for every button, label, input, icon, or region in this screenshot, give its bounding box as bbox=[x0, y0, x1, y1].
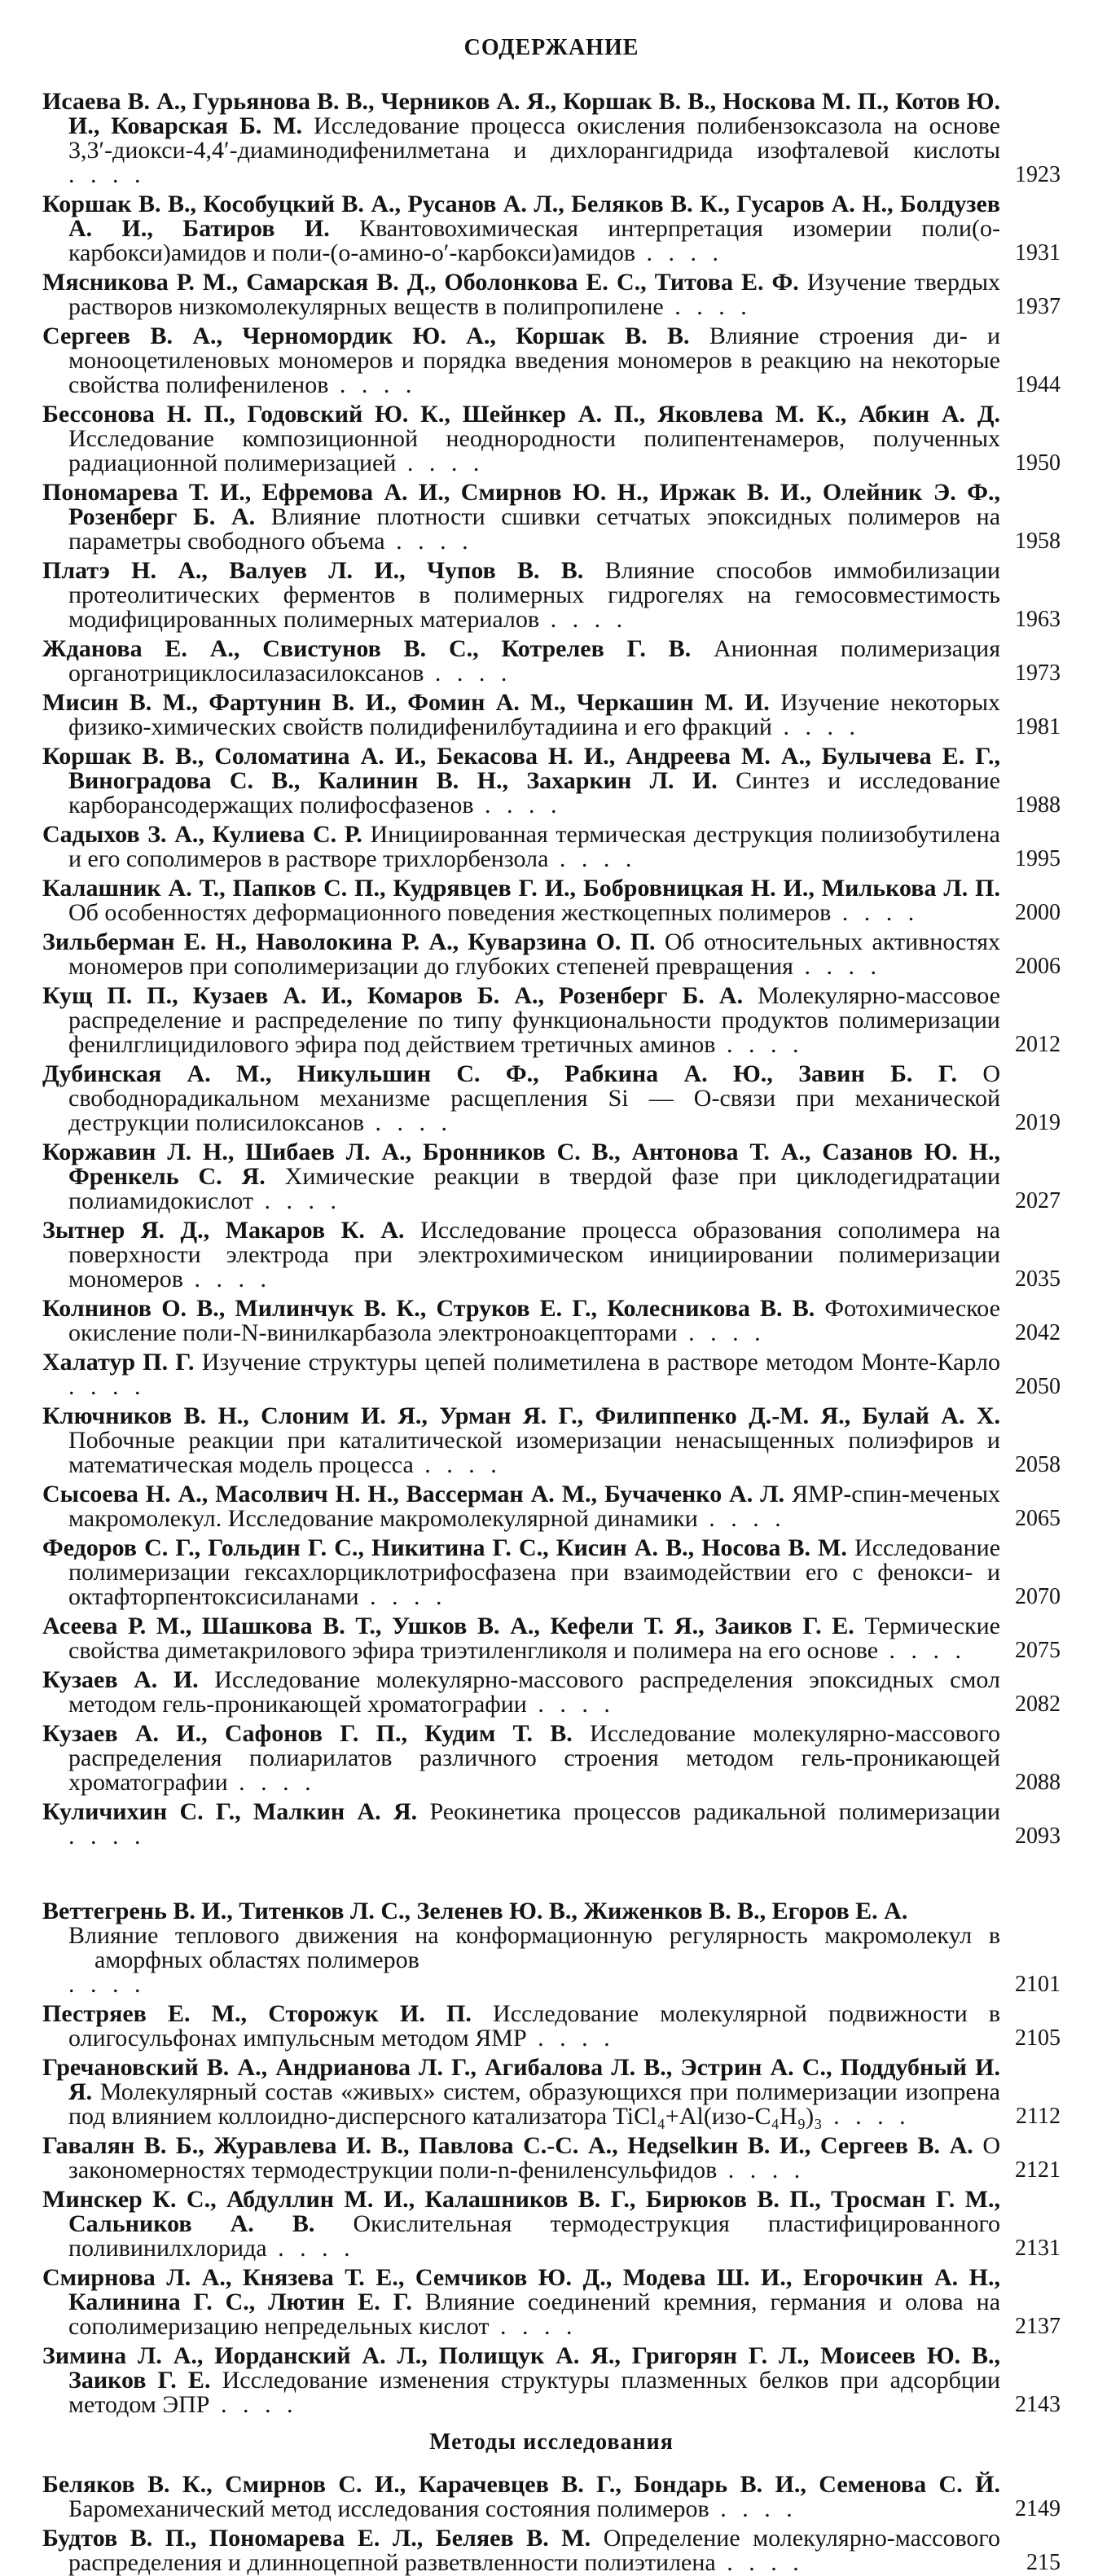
dot-leader: . . . . bbox=[717, 2157, 806, 2183]
entry-text bbox=[42, 192, 1000, 265]
entry-title: Исследование полимеризации гексахлорциклотрифосфазена при взаимодействии его с фенокси- и октафторпентоксисиланами bbox=[68, 1534, 1001, 1610]
entry-title: Окислительная термодеструкция пластифицированного поливинилхлорида bbox=[68, 2210, 1001, 2262]
page-number: 1923 bbox=[1015, 162, 1061, 187]
toc-entry bbox=[42, 90, 1061, 187]
entry-title: Влияние строения ди- и монооцетиленовых мономеров и порядка введения мономеров в реакцию на некоторые свойства полифениленов bbox=[68, 323, 1001, 398]
entry-text bbox=[42, 1800, 1000, 1849]
entry-title: Исследование композиционной неоднородности полипентенамеров, полученных радиационной полимеризацией bbox=[68, 425, 1000, 476]
entry-authors: Зимина Л. А., Иорданский А. Л., Полищук А. Я., Григорян Г. Л., Моисеев Ю. В., Заиков Г. Е. bbox=[42, 2342, 1000, 2394]
entry-title: Квантовохимическая интерпретация изомерии поли(о-карбокси)амидов и поли-(о-амино-о′-карбокси)амидов bbox=[68, 215, 1000, 266]
entry-title: Исследование процесса окисления полибензоксазола на основе 3,3′-диокси-4,4′-диаминодифенилметана и дихлорангидрида изофталевой кислоты bbox=[68, 112, 1000, 164]
toc-entry bbox=[42, 1614, 1061, 1663]
dot-leader: . . . . bbox=[878, 1637, 967, 1664]
entry-title: Влияние соединений кремния, германия и олова на сополимеризацию непредельных кислот bbox=[68, 2289, 1001, 2340]
entry-authors: Асеева Р. М., Шашкова В. Т., Ушков В. А., Кефели Т. Я., Заиков Г. Е. bbox=[42, 1613, 854, 1639]
toc-entry bbox=[42, 1668, 1061, 1717]
dot-leader: . . . . bbox=[822, 2103, 911, 2130]
toc-entry bbox=[42, 930, 1061, 979]
page-number: 1995 bbox=[1015, 846, 1061, 871]
toc-entry bbox=[42, 2134, 1061, 2183]
dot-leader: . . . . bbox=[709, 2495, 797, 2522]
entry-text bbox=[42, 2188, 1000, 2261]
page-number: 2121 bbox=[1015, 2157, 1061, 2183]
entry-authors: Кущ П. П., Кузаев А. И., Комаров Б. А., Розенберг Б. А. bbox=[42, 982, 744, 1009]
entry-title: Исследование молекулярно-массового распределения эпоксидных смол методом гель-проникающей хроматографии bbox=[68, 1666, 1000, 1718]
entry-authors: Будтов В. П., Пономарева Е. Л., Беляев В. М. bbox=[42, 2525, 591, 2552]
entry-title: ЯМР-спин-меченых макромолекул. Исследование макромолекулярной динамики bbox=[68, 1481, 1001, 1532]
toc-entry bbox=[42, 324, 1061, 397]
entry-title: Исследование изменения структуры плазменных белков при адсорбции методом ЭПР bbox=[68, 2367, 1000, 2418]
page-number: 2101 bbox=[1015, 1972, 1061, 1997]
toc-entry bbox=[42, 2526, 1061, 2575]
entry-authors: Мисин В. М., Фартунин В. И., Фомин А. М., Черкашин М. И. bbox=[42, 689, 770, 716]
toc-entry bbox=[42, 1536, 1061, 1609]
entry-authors: Сергеев В. А., Черномордик Ю. А., Коршак В. В. bbox=[42, 323, 690, 349]
entry-title: Побочные реакции при каталитической изомеризации ненасыщенных полиэфиров и математическая модель процесса bbox=[68, 1427, 1000, 1478]
entry-authors: Куличихин С. Г., Малкин А. Я. bbox=[42, 1798, 418, 1825]
entry-text bbox=[42, 2526, 1000, 2575]
entry-title: Синтез и исследование карборансодержащих полифосфазенов bbox=[68, 767, 1000, 818]
entry-text bbox=[42, 2266, 1000, 2339]
methods-list bbox=[42, 2473, 1061, 2575]
toc-entry bbox=[42, 2266, 1061, 2339]
entry-authors: Зильберман Е. Н., Наволокина Р. А., Куварзина О. П. bbox=[42, 928, 656, 955]
toc-entry bbox=[42, 691, 1061, 739]
dot-leader: . . . . bbox=[413, 1451, 502, 1478]
toc-entry bbox=[42, 1297, 1061, 1345]
entry-title: Анионная полимеризация органотрициклосилазасилоксанов bbox=[68, 635, 1000, 687]
page-number: 2000 bbox=[1015, 900, 1061, 925]
entry-authors: Кузаев А. И. bbox=[42, 1666, 199, 1693]
page-number: 2105 bbox=[1015, 2025, 1061, 2051]
entry-text bbox=[42, 402, 1000, 476]
dot-leader: . . . . bbox=[182, 1266, 271, 1292]
entry-title: Изучение твердых растворов низкомолекулярных веществ в полипропилене bbox=[68, 269, 1001, 320]
entry-text bbox=[42, 691, 1000, 739]
entry-title: Об относительных активностях мономеров при сополимеризации до глубоких степеней превращения bbox=[68, 928, 1000, 980]
entry-authors: Халатур П. Г. bbox=[42, 1349, 195, 1376]
entry-authors: Колнинов О. В., Милинчук В. К., Струков Е. Г., Колесникова В. В. bbox=[42, 1295, 815, 1322]
toc-entry bbox=[42, 481, 1061, 554]
entry-text bbox=[42, 876, 1000, 925]
page-number: 1973 bbox=[1015, 660, 1061, 686]
entry-text bbox=[42, 823, 1000, 871]
entry-title: Влияние способов иммобилизации протеолитических ферментов в полимерных гидрогелях на гемосовместимость модифицированных полимерных материалов bbox=[68, 557, 1001, 633]
page-number: 1937 bbox=[1015, 294, 1061, 319]
dot-leader: . . . . bbox=[677, 1319, 766, 1346]
entry-authors: Коржавин Л. Н., Шибаев Л. А., Бронников С. В., Антонова Т. А., Сазанов Ю. Н., Френкель С. Я. bbox=[42, 1139, 1000, 1190]
toc-entry bbox=[42, 1722, 1061, 1795]
entry-text bbox=[42, 90, 1000, 187]
entry-authors: Кузаев А. И., Сафонов Г. П., Кудим Т. В. bbox=[42, 1720, 573, 1747]
entry-authors: Жданова Е. А., Свистунов В. С., Котрелев Г. В. bbox=[42, 635, 692, 662]
entry-authors: Зытнер Я. Д., Макаров К. А. bbox=[42, 1217, 405, 1244]
entry-text bbox=[42, 1297, 1000, 1345]
entry-title: Баромеханический метод исследования состояния полимеров bbox=[68, 2495, 709, 2522]
toc-entry bbox=[42, 270, 1061, 319]
dot-leader: . . . . bbox=[68, 1373, 146, 1400]
page-number: 2019 bbox=[1015, 1110, 1061, 1135]
entry-authors: Гречановский В. А., Андрианова Л. Г., Агибалова Л. В., Эстрин А. С., Поддубный И. Я. bbox=[42, 2054, 1000, 2105]
toc-entry bbox=[42, 1482, 1061, 1531]
entry-authors: Садыхов З. А., Кулиева С. Р. bbox=[42, 821, 362, 848]
dot-leader: . . . . bbox=[715, 1031, 804, 1058]
entry-authors: Веттегрень В. И., Титенков Л. С., Зеленев Ю. В., Жиженков В. В., Егоров Е. А. bbox=[42, 1898, 908, 1924]
toc-entry bbox=[42, 2473, 1061, 2521]
dot-leader: . . . . bbox=[358, 1583, 447, 1610]
entry-text bbox=[42, 324, 1000, 397]
toc-entry bbox=[42, 984, 1061, 1057]
entry-authors: Пестряев Е. М., Сторожук И. П. bbox=[42, 2000, 472, 2027]
entry-authors: Сысоева Н. А., Масолвич Н. Н., Вассерман А. М., Бучаченко А. Л. bbox=[42, 1481, 785, 1507]
entry-text bbox=[42, 2002, 1000, 2051]
page-number: 2088 bbox=[1015, 1770, 1061, 1795]
entry-authors: Коршак В. В., Соломатина А. И., Бекасова Н. И., Андреева М. А., Булычева Е. Г., Виноградова С. В., Калинин В. Н., Захаркин Л. И. bbox=[42, 743, 1000, 794]
entry-authors: Ключников В. Н., Слоним И. Я., Урман Я. Г., Филиппенко Д.-М. Я., Булай А. Х. bbox=[42, 1402, 1000, 1429]
section-heading: Методы исследования bbox=[429, 2429, 674, 2455]
entry-text bbox=[42, 1722, 1000, 1795]
entry-text bbox=[42, 2344, 1000, 2417]
entry-authors: Гавалян В. Б., Журавлева И. В., Павлова С.-С. А., Недselkин В. И., Сергеев В. А. bbox=[42, 2132, 973, 2159]
page-number: 2075 bbox=[1015, 1638, 1061, 1663]
toc-entry bbox=[42, 744, 1061, 818]
entry-authors: Дубинская А. М., Никульшин С. Ф., Рабкина А. Ю., Завин Б. Г. bbox=[42, 1060, 957, 1087]
dot-leader: . . . . bbox=[715, 2549, 804, 2576]
dot-leader: . . . . bbox=[227, 1769, 316, 1796]
toc-entry bbox=[42, 2188, 1061, 2261]
entry-title: Об особенностях деформационного поведения жесткоцепных полимеров bbox=[68, 899, 832, 926]
page-number: 2093 bbox=[1015, 1823, 1061, 1849]
entry-title: Молекулярный состав «живых» систем, образующихся при полимеризации изопрена под влиянием коллоидно-дисперсного катализатора TiCl₄+Al(изо-C₄H₉)₃ bbox=[68, 2078, 1000, 2130]
entry-title: Влияние теплового движения на конформационную регулярность макромолекул в аморфных областях полимеров bbox=[68, 1922, 1000, 1973]
entry-title-block bbox=[68, 1924, 1000, 1973]
entry-text bbox=[42, 2056, 1000, 2129]
toc-list bbox=[42, 90, 1061, 2417]
page-number: 2137 bbox=[1015, 2314, 1061, 2339]
entry-title: О свободнорадикальном механизме расщепления Si — О-связи при механической деструкции полисилоксанов bbox=[68, 1060, 1000, 1136]
dot-leader: . . . . bbox=[489, 2313, 578, 2340]
entry-text bbox=[42, 744, 1000, 818]
entry-gap bbox=[42, 1854, 1061, 1899]
toc-entry bbox=[42, 2002, 1061, 2051]
entry-title: О закономерностях термодеструкции поли-n-фениленсульфидов bbox=[68, 2132, 1000, 2183]
page-number: 2070 bbox=[1015, 1584, 1061, 1609]
dot-leader: . . . . bbox=[396, 450, 485, 476]
dot-leader: . . . . bbox=[424, 660, 512, 687]
entry-text bbox=[42, 1614, 1000, 1663]
page-number: 2082 bbox=[1015, 1692, 1061, 1717]
dot-leader: . . . . bbox=[831, 899, 920, 926]
toc-entry bbox=[42, 559, 1061, 632]
entry-text bbox=[42, 984, 1000, 1057]
dot-leader: . . . . bbox=[384, 528, 473, 555]
dot-leader: . . . . bbox=[635, 239, 724, 266]
page-number: 2058 bbox=[1015, 1452, 1061, 1477]
page-number: 1981 bbox=[1015, 714, 1061, 739]
entry-text bbox=[42, 1668, 1000, 1717]
entry-text bbox=[42, 2473, 1000, 2521]
toc-entry bbox=[42, 1350, 1061, 1399]
toc-entry bbox=[42, 1800, 1061, 1849]
toc-entry bbox=[42, 876, 1061, 925]
entry-title: Реокинетика процессов радикальной полимеризации bbox=[429, 1798, 1001, 1825]
page-number: 2027 bbox=[1015, 1188, 1061, 1213]
entry-authors: Платэ Н. А., Валуев Л. И., Чупов В. В. bbox=[42, 557, 584, 584]
entry-text bbox=[42, 559, 1000, 632]
dot-leader: . . . . bbox=[539, 606, 628, 633]
entry-title: Изучение некоторых физико-химических свойств полидифенилбутадиина и его фракций bbox=[68, 689, 1001, 740]
toc-entry bbox=[42, 2344, 1061, 2417]
toc-entry bbox=[42, 192, 1061, 265]
entry-authors: Пономарева Т. И., Ефремова А. И., Смирнов Ю. Н., Иржак В. И., Олейник Э. Ф., Розенберг Б. А. bbox=[42, 479, 1000, 530]
toc-entry bbox=[42, 402, 1061, 476]
page-number: 1931 bbox=[1015, 240, 1061, 265]
dot-leader: . . . . bbox=[253, 1187, 341, 1214]
entry-title: Определение молекулярно-массового распределения и длинноцепной разветвленности полиэтилена bbox=[68, 2525, 1000, 2576]
page-number: 2042 bbox=[1015, 1320, 1061, 1345]
entry-authors: Мясникова Р. М., Самарская В. Д., Оболонкова Е. С., Титова Е. Ф. bbox=[42, 269, 799, 296]
entry-authors: Федоров С. Г., Гольдин Г. С., Никитина Г. С., Кисин А. В., Носова В. М. bbox=[42, 1534, 847, 1561]
entry-text bbox=[42, 1536, 1000, 1609]
page-number: 2035 bbox=[1015, 1266, 1061, 1292]
entry-text bbox=[42, 1404, 1000, 1477]
entry-authors: Смирнова Л. А., Князева Т. Е., Семчиков Ю. Д., Модева Ш. И., Егорочкин А. Н., Калинина Г. С., Лютин Е. Г. bbox=[42, 2264, 1000, 2315]
entry-text bbox=[42, 637, 1000, 686]
dot-leader: . . . . bbox=[697, 1505, 786, 1532]
entry-authors: Бессонова Н. П., Годовский Ю. К., Шейнкер А. П., Яковлева М. К., Абкин А. Д. bbox=[42, 401, 1000, 428]
dot-leader: . . . . bbox=[663, 293, 752, 320]
toc-entry bbox=[42, 1062, 1061, 1135]
toc-entry bbox=[42, 637, 1061, 686]
page-title: СОДЕРЖАНИЕ bbox=[463, 35, 639, 60]
entry-text bbox=[42, 1140, 1000, 1213]
page-number: 2112 bbox=[1016, 2104, 1061, 2129]
dot-leader: . . . . bbox=[526, 1691, 615, 1718]
page-number: 2065 bbox=[1015, 1506, 1061, 1531]
entry-title: Изучение структуры цепей полиметилена в растворе методом Монте-Карло bbox=[201, 1349, 1000, 1376]
entry-title: Влияние плотности сшивки сетчатых эпоксидных полимеров на параметры свободного объема bbox=[68, 503, 1001, 555]
toc-entry bbox=[42, 1404, 1061, 1477]
page-number: 2149 bbox=[1015, 2496, 1061, 2521]
entry-text bbox=[42, 1899, 1000, 1997]
entry-text bbox=[42, 930, 1000, 979]
toc-entry bbox=[42, 1218, 1061, 1292]
entry-title: Химические реакции в твердой фазе при циклодегидратации полиамидокислот bbox=[68, 1163, 1000, 1214]
entry-authors: Минскер К. С., Абдуллин М. И., Калашников В. Г., Бирюков В. П., Тросман Г. М., Сальников А. В. bbox=[42, 2186, 1000, 2237]
page-number: 1988 bbox=[1015, 792, 1061, 818]
page-number: 2131 bbox=[1015, 2236, 1061, 2261]
dot-leader: . . . . bbox=[68, 1971, 146, 1998]
page-number: 1958 bbox=[1015, 529, 1061, 554]
toc-entry bbox=[42, 1899, 1061, 1997]
entry-authors: Беляков В. К., Смирнов С. И., Карачевцев В. Г., Бондарь В. И., Семенова С. Й. bbox=[42, 2471, 1000, 2498]
entry-title: Исследование молекулярно-массового распределения полиарилатов различного строения методом гель-проникающей хроматографии bbox=[68, 1720, 1001, 1796]
dot-leader: . . . . bbox=[266, 2235, 355, 2262]
dot-leader: . . . . bbox=[526, 2025, 615, 2052]
dot-leader: . . . . bbox=[68, 1823, 146, 1850]
entry-text bbox=[42, 1062, 1000, 1135]
entry-title: Фотохимическое окисление поли-N-винилкарбазола электроноакцепторами bbox=[68, 1295, 1000, 1346]
entry-text bbox=[42, 270, 1000, 319]
entry-text bbox=[42, 1218, 1000, 1292]
entry-title: Молекулярно-массовое распределение и распределение по типу функциональности продуктов полимеризации фенилглицидилового эфира под действием третичных аминов bbox=[68, 982, 1000, 1058]
entry-title: Инициированная термическая деструкция полиизобутилена и его сополимеров в растворе трихлорбензола bbox=[68, 821, 1000, 872]
dot-leader: . . . . bbox=[771, 713, 860, 740]
entry-text bbox=[42, 2134, 1000, 2183]
entry-authors: Коршак В. В., Кособуцкий В. А., Русанов А. Л., Беляков В. К., Гусаров А. Н., Болдузев А. И., Батиров И. bbox=[42, 191, 1000, 242]
page-number: 1944 bbox=[1015, 372, 1061, 397]
page-number: 215 bbox=[1026, 2550, 1061, 2575]
toc-entry bbox=[42, 823, 1061, 871]
page-number: 2143 bbox=[1015, 2392, 1061, 2417]
page-number: 2050 bbox=[1015, 1374, 1061, 1399]
dot-leader: . . . . bbox=[209, 2391, 298, 2418]
dot-leader: . . . . bbox=[793, 953, 881, 980]
entry-text bbox=[42, 1482, 1000, 1531]
entry-authors: Калашник А. Т., Папков С. П., Кудрявцев Г. И., Бобровницкая Н. И., Милькова Л. П. bbox=[42, 875, 1000, 902]
entry-authors: Исаева В. А., Гурьянова В. В., Черников А. Я., Коршак В. В., Носкова М. П., Котов Ю. И., Коварская Б. М. bbox=[42, 88, 1000, 139]
dot-leader: . . . . bbox=[548, 845, 637, 872]
toc-entry bbox=[42, 2056, 1061, 2129]
entry-title: Исследование процесса образования сополимера на поверхности электрода при электрохимическом инициировании полимеризации мономеров bbox=[68, 1217, 1000, 1292]
dot-leader: . . . . bbox=[364, 1109, 453, 1136]
page-number: 1963 bbox=[1015, 607, 1061, 632]
entry-title: Термические свойства диметакрилового эфира триэтиленгликоля и полимера на его основе bbox=[68, 1613, 1000, 1664]
dot-leader: . . . . bbox=[68, 161, 146, 188]
page-number: 2012 bbox=[1015, 1032, 1061, 1057]
toc-entry bbox=[42, 1140, 1061, 1213]
dot-leader: . . . . bbox=[328, 371, 417, 398]
page-number: 1950 bbox=[1015, 450, 1061, 476]
entry-text bbox=[42, 481, 1000, 554]
entry-title: Исследование молекулярной подвижности в олигосульфонах импульсным методом ЯМР bbox=[68, 2000, 1000, 2052]
dot-leader: . . . . bbox=[473, 792, 562, 818]
entry-text bbox=[42, 1350, 1000, 1399]
page-number: 2006 bbox=[1015, 954, 1061, 979]
